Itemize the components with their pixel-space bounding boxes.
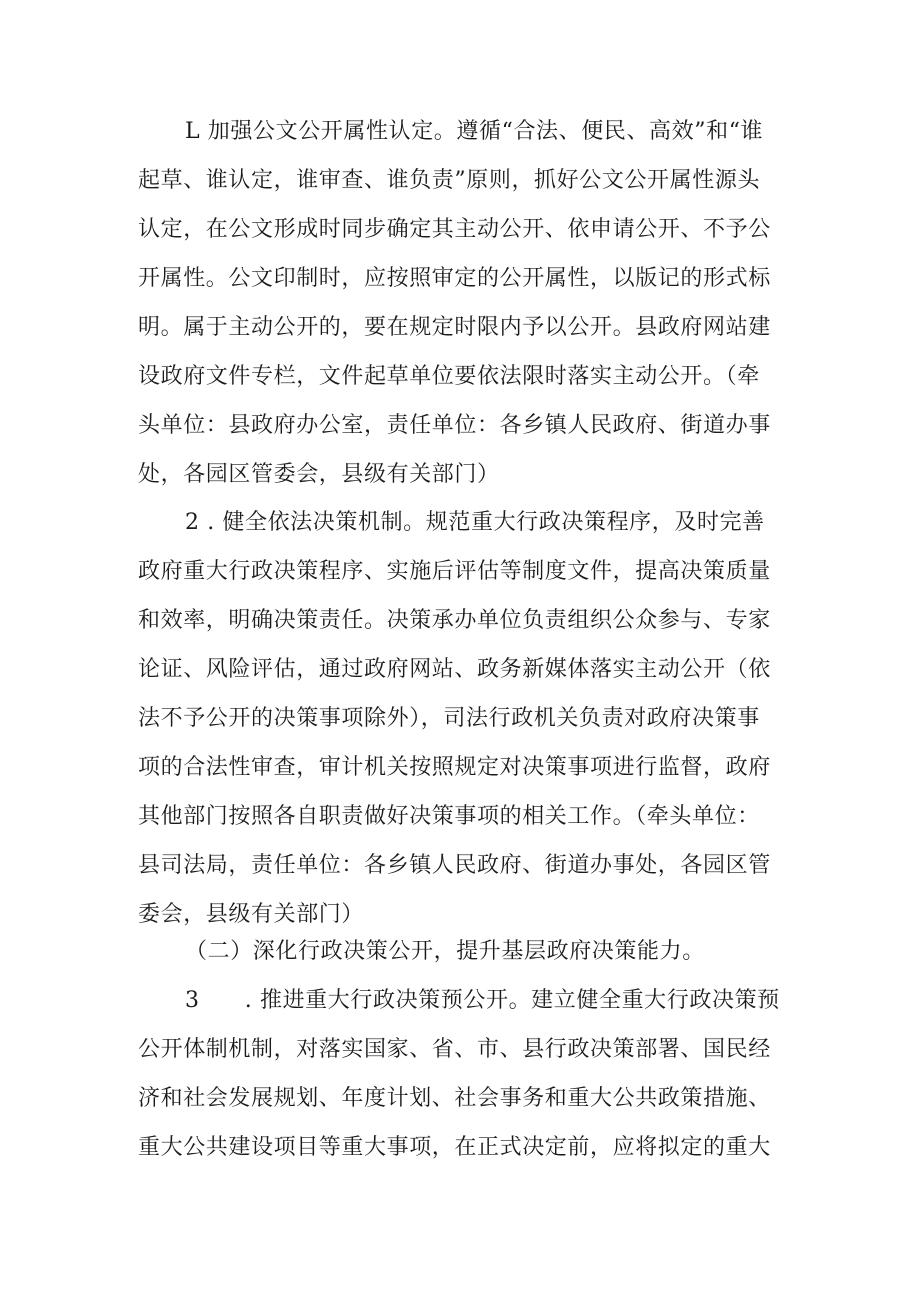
paragraph-2-line-3: 和效率，明确决策责任。决策承办单位负责组织公众参与、专家: [138, 608, 771, 633]
paragraph-3-line-2: 公开体制机制，对落实国家、省、市、县行政决策部署、国民经: [138, 1037, 771, 1062]
paragraph-2-line-2: 政府重大行政决策程序、实施后评估等制度文件，提高决策质量: [138, 559, 771, 584]
paragraph-2-line-8: 县司法局，责任单位：各乡镇人民政府、街道办事处，各园区管: [138, 853, 771, 878]
paragraph-3-line-3: 济和社会发展规划、年度计划、社会事务和重大公共政策措施、: [138, 1086, 771, 1111]
paragraph-2-line-5: 法不予公开的决策事项除外），司法行政机关负责对政府决策事: [138, 706, 760, 731]
paragraph-1-line-6: 设政府文件专栏，文件起草单位要依法限时落实主动公开。（牵: [138, 364, 760, 389]
paragraph-2-line-9: 委会，县级有关部门）: [138, 902, 365, 927]
paragraph-1-line-3: 认定，在公文形成时同步确定其主动公开、依申请公开、不予公: [138, 217, 771, 242]
section-heading: （二）深化行政决策公开，提升基层政府决策能力。: [185, 939, 705, 964]
paragraph-3-line-4: 重大公共建设项目等重大事项，在正式决定前，应将拟定的重大: [138, 1135, 771, 1160]
paragraph-1-line-1: L 加强公文公开属性认定。遵循“合法、便民、高效”和“谁: [185, 119, 764, 144]
paragraph-1-line-4: 开属性。公文印制时，应按照审定的公开属性，以版记的形式标: [138, 266, 771, 291]
paragraph-1-line-8: 处，各园区管委会，县级有关部门）: [138, 462, 500, 487]
paragraph-1-line-5: 明。属于主动公开的，要在规定时限内予以公开。县政府网站建: [138, 315, 771, 340]
paragraph-2-line-7: 其他部门按照各自职责做好决策事项的相关工作。（牵头单位：: [138, 804, 760, 829]
paragraph-1-line-7: 头单位：县政府办公室，责任单位：各乡镇人民政府、街道办事: [138, 413, 771, 438]
paragraph-2-line-1: 2 . 健全依法决策机制。规范重大行政决策程序，及时完善: [185, 510, 765, 535]
paragraph-2-line-4: 论证、风险评估，通过政府网站、政务新媒体落实主动公开（依: [138, 657, 771, 682]
paragraph-1-line-2: 起草、谁认定，谁审查、谁负责”原则，抓好公文公开属性源头: [138, 168, 761, 193]
paragraph-2-line-6: 项的合法性审查，审计机关按照规定对决策事项进行监督，政府: [138, 755, 771, 780]
paragraph-3-line-1: 3 . 推进重大行政决策预公开。建立健全重大行政决策预: [185, 988, 780, 1013]
